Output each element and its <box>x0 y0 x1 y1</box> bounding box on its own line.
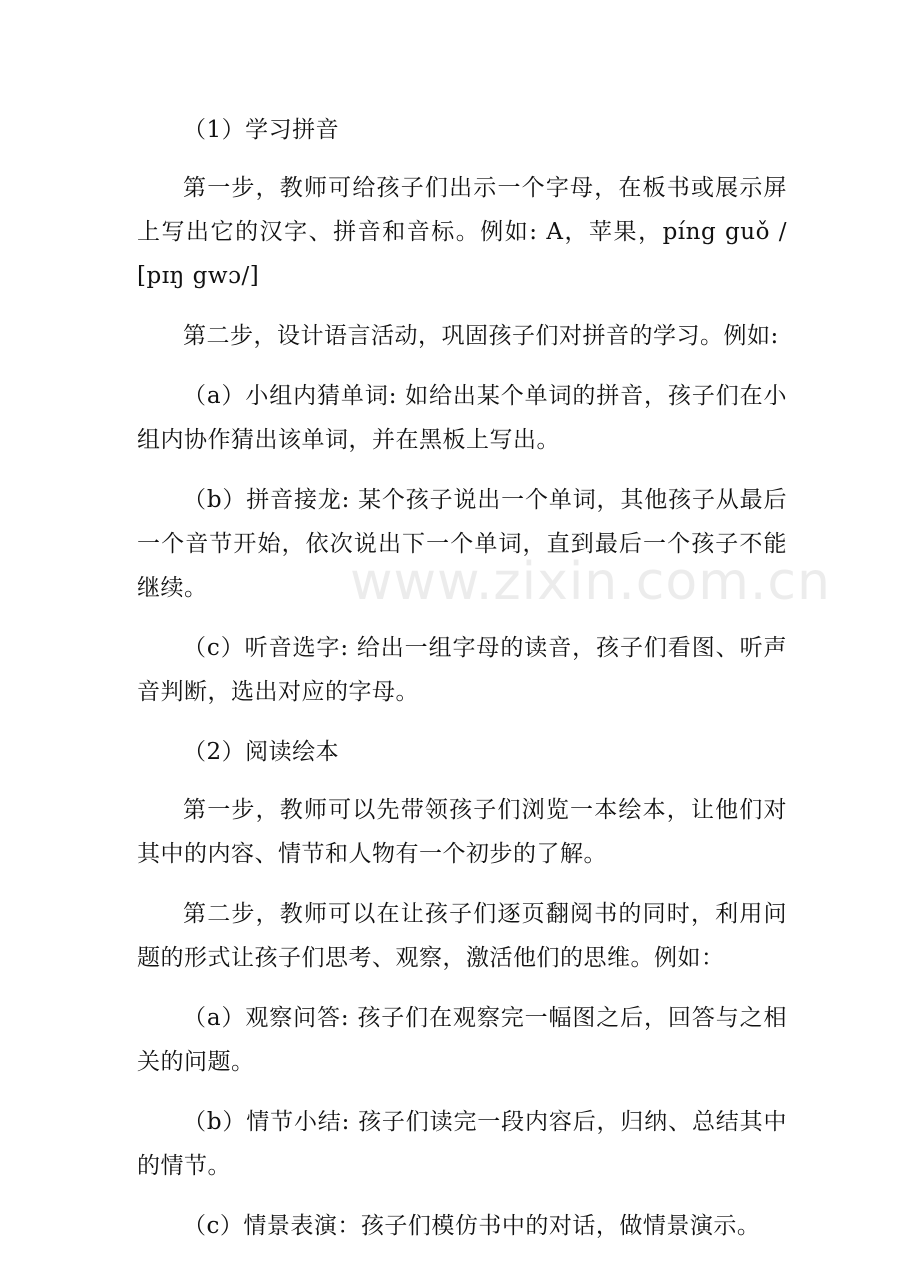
section-heading-pinyin: （1）学习拼音 <box>183 117 340 143</box>
paragraph-activity-pinyin-chain: （b）拼音接龙: 某个孩子说出一个单词，其他孩子从最后一个音节开始，依次说出下一个单词，直到最后一个孩子不能继续。 <box>137 487 787 601</box>
paragraph-step-one-pinyin: 第一步，教师可给孩子们出示一个字母，在板书或展示屏上写出它的汉字、拼音和音标。例如: A，苹果，píng guǒ / [pɪŋ gwɔ/] <box>137 175 787 289</box>
paragraph-activity-plot-summary: （b）情节小结: 孩子们读完一段内容后，归纳、总结其中的情节。 <box>137 1109 787 1179</box>
paragraph-activity-guess-word: （a）小组内猜单词: 如给出某个单词的拼音，孩子们在小组内协作猜出该单词，并在黑板上写出。 <box>137 383 787 453</box>
paragraph-activity-role-play: （c）情景表演：孩子们模仿书中的对话，做情景演示。 <box>183 1213 761 1239</box>
paragraph-step-two-pinyin: 第二步，设计语言活动，巩固孩子们对拼音的学习。例如: <box>183 323 779 349</box>
document-body <box>137 108 787 1264</box>
paragraph-activity-listen-select: （c）听音选字: 给出一组字母的读音，孩子们看图、听声音判断，选出对应的字母。 <box>137 635 787 705</box>
watermark-text: www.zixin.com.cn <box>350 552 831 612</box>
paragraph-activity-observe-answer: （a）观察问答: 孩子们在观察完一幅图之后，回答与之相关的问题。 <box>137 1005 787 1075</box>
paragraph-step-one-book: 第一步，教师可以先带领孩子们浏览一本绘本，让他们对其中的内容、情节和人物有一个初步的了解。 <box>137 797 787 867</box>
paragraph-step-two-book: 第二步，教师可以在让孩子们逐页翻阅书的同时，利用问题的形式让孩子们思考、观察，激活他们的思维。例如： <box>137 901 787 971</box>
section-heading-picture-book: （2）阅读绘本 <box>183 739 340 765</box>
